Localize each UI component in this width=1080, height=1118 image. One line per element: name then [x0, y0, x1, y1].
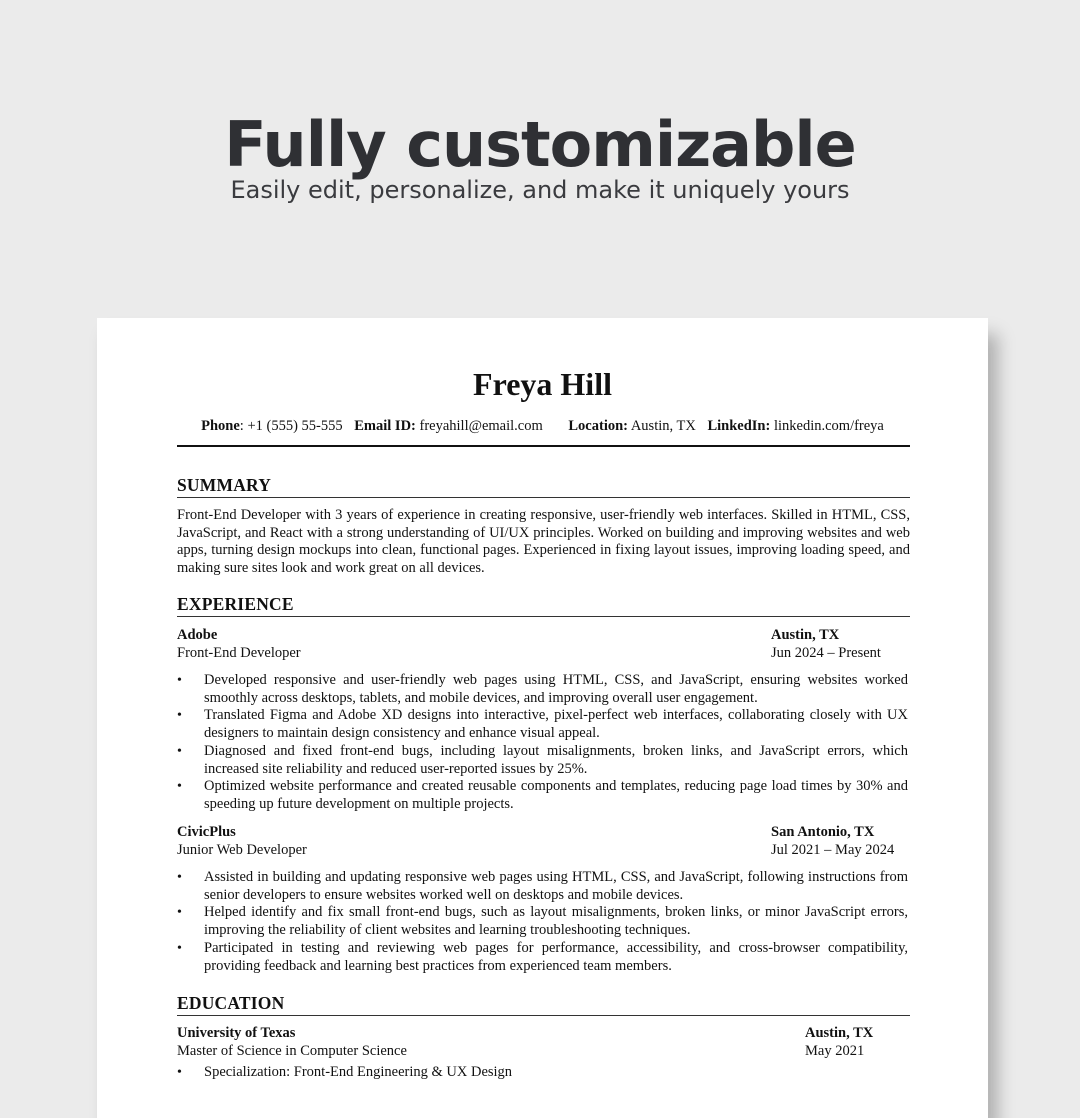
job-header-civicplus	[177, 823, 910, 859]
job-bullets-civicplus	[177, 869, 908, 975]
resume-name: Freya Hill	[473, 366, 612, 402]
hero-title: Fully customizable	[224, 108, 856, 181]
list-item: • Participated in testing and reviewing web pages for performance, accessibility, and cross-browser compatibility, providing feedback and learning best practices from experienced team members.	[177, 940, 908, 975]
list-item: • Optimized website performance and created reusable components and templates, reducing page load times by 30% and speeding up future development on multiple projects.	[177, 778, 908, 813]
education-date: May 2021	[805, 1043, 865, 1059]
list-item: • Translated Figma and Adobe XD designs into interactive, pixel-perfect web interfaces, collaborating closely with UX designers to maintain design consistency and enhance visual appeal.	[177, 707, 908, 742]
education-bullets	[177, 1064, 908, 1082]
list-item: • Assisted in building and updating responsive web pages using HTML, CSS, and JavaScript, following instructions from senior developers to ensure websites worked well on desktops and mobile devices.	[177, 869, 908, 904]
job-location: San Antonio, TX	[771, 824, 875, 840]
job-location: Austin, TX	[771, 627, 840, 643]
phone-value: : +1 (555) 55-555	[239, 418, 343, 434]
education-degree: Master of Science in Computer Science	[177, 1043, 407, 1059]
location-value: Austin, TX	[630, 418, 696, 434]
job-dates: Jul 2021 – May 2024	[771, 842, 895, 858]
summary-heading: SUMMARY	[177, 475, 910, 498]
list-item: • Specialization: Front-End Engineering & UX Design	[177, 1064, 908, 1082]
email-value: freyahill@email.com	[419, 418, 543, 434]
job-header-adobe	[177, 626, 910, 662]
list-item: • Developed responsive and user-friendly web pages using HTML, CSS, and JavaScript, ensuring websites worked smoothly across desktops, tablets, and mobile devices, and improving overall user engagement.	[177, 672, 908, 707]
job-company: CivicPlus	[177, 824, 236, 840]
linkedin-value: linkedin.com/freya	[773, 418, 884, 434]
list-item: • Diagnosed and fixed front-end bugs, including layout misalignments, broken links, and JavaScript errors, which increased site reliability and reduced user-reported issues by 25%.	[177, 743, 908, 778]
email-label: Email ID:	[354, 418, 416, 434]
job-dates: Jun 2024 – Present	[771, 645, 881, 661]
summary-text: Front-End Developer with 3 years of experience in creating responsive, user-friendly web interfaces. Skilled in HTML, CSS, JavaScript, and React with a strong understanding of UI/UX principles. Worked on building and improving websites and web apps, turning design mockups into clean, functional pages. Experienced in fixing layout issues, improving loading speed, and making sure sites look and work great on all devices.	[177, 507, 910, 576]
contact-line	[97, 418, 988, 435]
education-header	[177, 1024, 910, 1060]
job-bullets-adobe	[177, 672, 908, 814]
job-role: Front-End Developer	[177, 645, 301, 661]
header-divider	[177, 445, 910, 447]
location-label: Location:	[568, 418, 628, 434]
education-school: University of Texas	[177, 1025, 296, 1041]
job-company: Adobe	[177, 627, 218, 643]
job-role: Junior Web Developer	[177, 842, 307, 858]
experience-heading: EXPERIENCE	[177, 594, 910, 617]
hero-subtitle: Easily edit, personalize, and make it uniquely yours	[230, 176, 850, 204]
linkedin-label: LinkedIn:	[707, 418, 771, 434]
education-heading: EDUCATION	[177, 993, 910, 1016]
resume-page	[97, 318, 988, 1118]
phone-label: Phone	[201, 418, 240, 434]
list-item: • Helped identify and fix small front-end bugs, such as layout misalignments, broken links, or minor JavaScript errors, improving the reliability of client websites and learning troubleshooting techniques.	[177, 904, 908, 939]
education-location: Austin, TX	[805, 1025, 874, 1041]
